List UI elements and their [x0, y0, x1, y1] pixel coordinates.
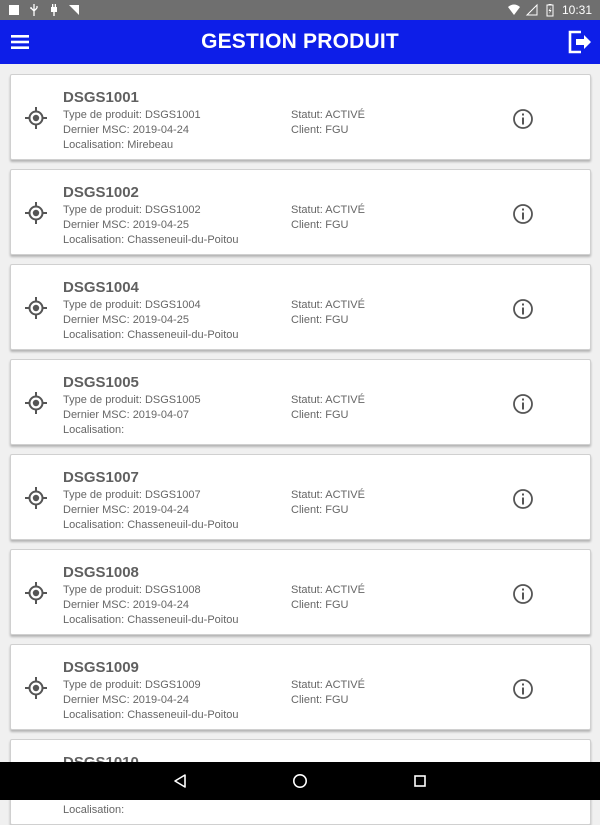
product-status: Statut: ACTIVÉ — [291, 109, 365, 121]
battery-icon — [544, 4, 556, 16]
product-status: Statut: ACTIVÉ — [291, 299, 365, 311]
menu-button[interactable] — [8, 30, 32, 54]
product-name: DSGS1009 — [63, 659, 139, 676]
locate-target-icon[interactable] — [25, 392, 47, 414]
product-location: Localisation: Chasseneuil-du-Poitou — [63, 519, 239, 531]
recents-square-icon — [412, 773, 428, 789]
usb-icon — [28, 4, 40, 16]
product-type: Type de produit: DSGS1005 — [63, 394, 201, 406]
product-last-msc: Dernier MSC: 2019-04-24 — [63, 694, 189, 706]
product-location: Localisation: Chasseneuil-du-Poitou — [63, 614, 239, 626]
locate-target-icon[interactable] — [25, 107, 47, 129]
page-title: GESTION PRODUIT — [201, 30, 399, 53]
product-client: Client: FGU — [291, 314, 349, 326]
navigation-bar — [0, 762, 600, 800]
product-client: Client: FGU — [291, 694, 349, 706]
product-last-msc: Dernier MSC: 2019-04-25 — [63, 314, 189, 326]
product-location: Localisation: Mirebeau — [63, 139, 174, 151]
recents-button[interactable] — [408, 769, 432, 793]
product-status: Statut: ACTIVÉ — [291, 204, 365, 216]
product-client: Client: FGU — [291, 124, 349, 136]
product-location: Localisation: — [63, 804, 125, 816]
product-name: DSGS1002 — [63, 184, 139, 201]
logout-icon — [568, 31, 592, 53]
product-last-msc: Dernier MSC: 2019-04-24 — [63, 504, 189, 516]
plug-icon — [48, 4, 60, 16]
locate-target-icon[interactable] — [25, 202, 47, 224]
product-type: Type de produit: DSGS1008 — [63, 584, 201, 596]
product-name: DSGS1001 — [63, 89, 139, 106]
info-icon[interactable] — [512, 583, 534, 605]
info-icon[interactable] — [512, 298, 534, 320]
info-icon[interactable] — [512, 203, 534, 225]
product-card[interactable] — [10, 549, 591, 635]
product-last-msc: Dernier MSC: 2019-04-24 — [63, 124, 189, 136]
notification-square-icon — [8, 4, 20, 16]
product-last-msc: Dernier MSC: 2019-04-25 — [63, 219, 189, 231]
product-card[interactable] — [10, 454, 591, 540]
product-type: Type de produit: DSGS1001 — [63, 109, 201, 121]
info-icon[interactable] — [512, 393, 534, 415]
wifi-icon — [508, 4, 520, 16]
locate-target-icon[interactable] — [25, 582, 47, 604]
signal-icon — [526, 4, 538, 16]
product-card[interactable] — [10, 74, 591, 160]
product-name: DSGS1005 — [63, 374, 139, 391]
locate-target-icon[interactable] — [25, 487, 47, 509]
product-status: Statut: ACTIVÉ — [291, 489, 365, 501]
product-client: Client: FGU — [291, 409, 349, 421]
product-name: DSGS1007 — [63, 469, 139, 486]
product-status: Statut: ACTIVÉ — [291, 679, 365, 691]
info-icon[interactable] — [512, 678, 534, 700]
locate-target-icon[interactable] — [25, 677, 47, 699]
status-system — [508, 3, 592, 17]
info-icon[interactable] — [512, 488, 534, 510]
app-bar — [0, 20, 600, 64]
product-location: Localisation: Chasseneuil-du-Poitou — [63, 709, 239, 721]
product-status: Statut: ACTIVÉ — [291, 394, 365, 406]
product-card[interactable] — [10, 644, 591, 730]
product-client: Client: FGU — [291, 504, 349, 516]
product-location: Localisation: — [63, 424, 125, 436]
info-icon[interactable] — [512, 108, 534, 130]
product-card[interactable] — [10, 169, 591, 255]
home-button[interactable] — [288, 769, 312, 793]
logout-button[interactable] — [566, 28, 594, 56]
product-client: Client: FGU — [291, 219, 349, 231]
debug-icon — [68, 4, 80, 16]
status-notifications — [8, 4, 80, 16]
product-name: DSGS1004 — [63, 279, 139, 296]
product-list — [0, 64, 600, 816]
product-status: Statut: ACTIVÉ — [291, 584, 365, 596]
product-name: DSGS1008 — [63, 564, 139, 581]
home-circle-icon — [292, 773, 308, 789]
product-location: Localisation: Chasseneuil-du-Poitou — [63, 234, 239, 246]
hamburger-menu-icon — [11, 35, 29, 49]
product-card[interactable] — [10, 264, 591, 350]
product-client: Client: FGU — [291, 599, 349, 611]
product-type: Type de produit: DSGS1007 — [63, 489, 201, 501]
clock: 10:31 — [561, 3, 592, 17]
product-location: Localisation: Chasseneuil-du-Poitou — [63, 329, 239, 341]
product-type: Type de produit: DSGS1004 — [63, 299, 201, 311]
product-type: Type de produit: DSGS1009 — [63, 679, 201, 691]
product-last-msc: Dernier MSC: 2019-04-07 — [63, 409, 189, 421]
back-button[interactable] — [168, 769, 192, 793]
status-bar — [0, 0, 600, 20]
product-type: Type de produit: DSGS1002 — [63, 204, 201, 216]
back-triangle-icon — [172, 773, 188, 789]
product-card[interactable] — [10, 359, 591, 445]
locate-target-icon[interactable] — [25, 297, 47, 319]
product-last-msc: Dernier MSC: 2019-04-24 — [63, 599, 189, 611]
